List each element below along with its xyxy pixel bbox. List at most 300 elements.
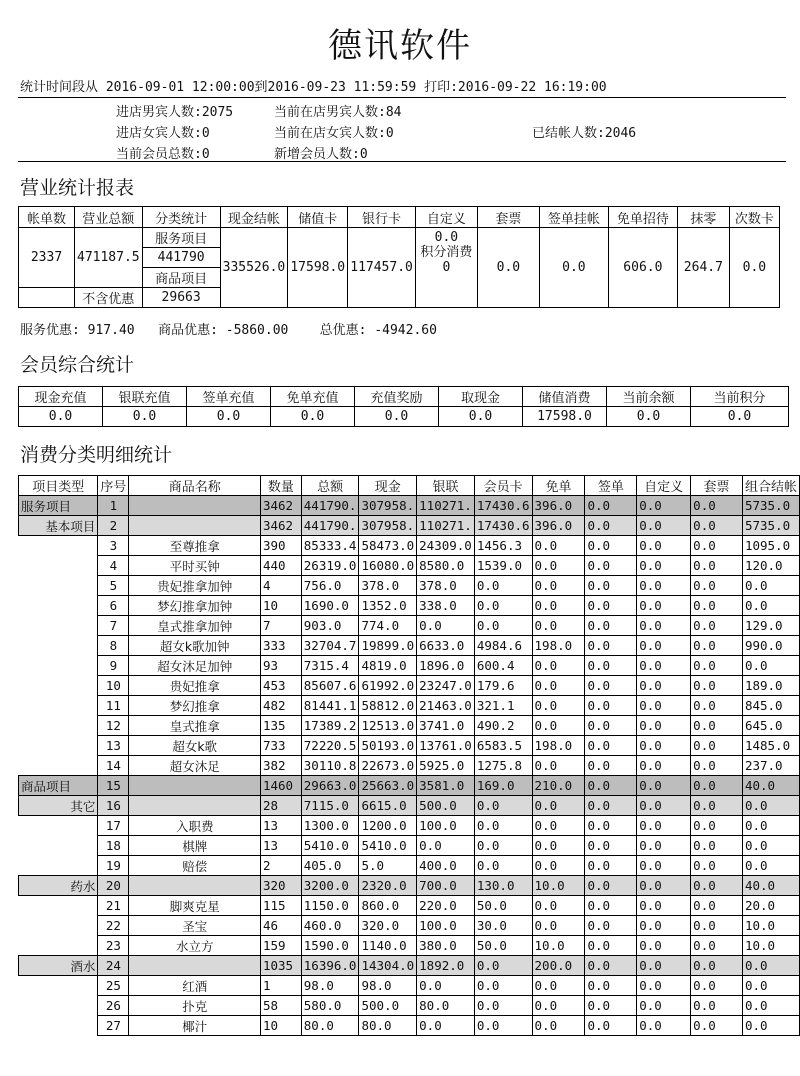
table-cell: 红酒 [129,976,261,996]
table-cell: 8580.0 [417,556,475,576]
col-header: 营业总额 [75,207,143,228]
col-header: 自定义 [637,476,691,496]
table-cell: 0.0 [532,696,585,716]
table-cell: 3 [98,536,129,556]
male-in-count: 进店男宾人数:2075 [116,105,234,120]
discount-summary: 服务优惠: 917.40 商品优惠: -5860.00 总优惠: -4942.60 [20,323,437,338]
table-cell: 圣宝 [129,916,261,936]
table-cell: 80.0 [301,1016,359,1036]
table-cell: 服务项目 [19,496,98,516]
table-cell [19,696,98,716]
table-cell: 115 [260,896,301,916]
category-service-label: 服务项目 [142,228,220,248]
table-cell: 0.0 [474,616,532,636]
table-cell: 210.0 [532,776,585,796]
table-cell: 0.0 [585,816,637,836]
table-cell: 0.0 [585,756,637,776]
table-cell: 超女k歌 [129,736,261,756]
table-cell: 10 [260,596,301,616]
table-cell: 0.0 [691,776,743,796]
table-cell: 1150.0 [301,896,359,916]
table-cell: 0.0 [637,1016,691,1036]
table-cell: 396.0 [532,496,585,516]
table-cell: 237.0 [742,756,799,776]
table-cell: 110271. [417,516,475,536]
bill-count: 2337 [19,228,75,288]
table-cell: 220.0 [417,896,475,916]
table-cell: 0.0 [532,896,585,916]
table-cell: 0.0 [637,776,691,796]
table-cell: 0.0 [355,407,439,427]
empty-cell [19,288,75,308]
table-cell: 0.0 [532,836,585,856]
table-cell: 600.4 [474,656,532,676]
table-cell: 10 [260,1016,301,1036]
table-cell: 200.0 [532,956,585,976]
table-cell: 29663.0 [301,776,359,796]
table-cell: 梦幻推拿 [129,696,261,716]
table-cell: 0.0 [691,516,743,536]
stored-card-total: 17598.0 [288,228,348,308]
table-cell: 1896.0 [417,656,475,676]
table-cell: 0.0 [691,956,743,976]
table-cell: 3462 [260,496,301,516]
col-header: 签单充值 [187,387,271,407]
table-cell: 5 [98,576,129,596]
table-cell: 482 [260,696,301,716]
table-cell: 0.0 [585,976,637,996]
female-in-count: 进店女宾人数:0 [116,126,210,141]
table-cell: 0.0 [637,656,691,676]
table-cell: 4 [260,576,301,596]
table-cell: 0.0 [637,956,691,976]
settled-count: 已结帐人数:2046 [532,126,637,141]
table-cell: 500.0 [359,996,417,1016]
table-cell: 179.6 [474,676,532,696]
table-cell: 1095.0 [742,536,799,556]
table-cell: 3462 [260,516,301,536]
table-cell: 382 [260,756,301,776]
sign-total: 0.0 [539,228,608,308]
table-cell: 0.0 [742,596,799,616]
table-row [19,596,800,616]
table-cell: 0.0 [637,516,691,536]
table-cell: 1892.0 [417,956,475,976]
category-goods-label: 商品项目 [142,268,220,288]
member-total: 当前会员总数:0 [116,147,210,162]
table-cell: 1200.0 [359,816,417,836]
table-cell: 0.0 [417,616,475,636]
table-cell: 58473.0 [359,536,417,556]
table-cell: 0.0 [691,656,743,676]
custom-cell [415,228,477,308]
table-cell: 4 [98,556,129,576]
table-cell: 药水 [19,876,98,896]
table-cell: 61992.0 [359,676,417,696]
table-cell [19,616,98,636]
table-cell: 20 [98,876,129,896]
divider [18,97,786,98]
col-header: 现金充值 [19,387,103,407]
table-cell: 5735.0 [742,516,799,536]
table-cell: 0.0 [585,876,637,896]
col-header: 银联 [417,476,475,496]
table-cell: 12513.0 [359,716,417,736]
table-cell: 0.0 [691,536,743,556]
table-cell: 皇式推拿加钟 [129,616,261,636]
table-cell [19,856,98,876]
table-cell: 0.0 [691,876,743,896]
table-cell: 0.0 [637,996,691,1016]
table-cell: 30.0 [474,916,532,936]
col-header: 当前积分 [691,387,789,407]
table-row [19,556,800,576]
table-cell: 17 [98,816,129,836]
table-cell: 0.0 [532,796,585,816]
table-row [19,1016,800,1036]
round-total: 264.7 [677,228,729,308]
col-header: 免单招待 [608,207,677,228]
table-row [19,716,800,736]
table-cell: 46 [260,916,301,936]
col-header: 储值卡 [288,207,348,228]
table-cell [129,876,261,896]
table-cell: 0.0 [742,856,799,876]
table-cell: 0.0 [742,996,799,1016]
table-cell: 椰汁 [129,1016,261,1036]
table-cell: 380.0 [417,936,475,956]
table-row [19,516,800,536]
table-cell: 0.0 [742,576,799,596]
table-cell: 0.0 [691,676,743,696]
table-cell: 0.0 [742,956,799,976]
table-cell [19,576,98,596]
table-cell: 0.0 [585,836,637,856]
table-cell: 0.0 [691,1016,743,1036]
table-cell: 321.1 [474,696,532,716]
table-cell: 0.0 [474,596,532,616]
bank-card-total: 117457.0 [348,228,416,308]
table-cell: 0.0 [742,796,799,816]
table-cell: 0.0 [637,976,691,996]
table-cell: 20.0 [742,896,799,916]
table-row [19,796,800,816]
table-cell: 405.0 [301,856,359,876]
table-cell: 0.0 [691,616,743,636]
table-cell [129,516,261,536]
detail-table [18,475,800,1036]
table-cell: 6 [98,596,129,616]
male-now-count: 当前在店男宾人数:84 [274,105,402,120]
table-cell [19,636,98,656]
col-header: 会员卡 [474,476,532,496]
table-cell: 23 [98,936,129,956]
col-header: 总额 [301,476,359,496]
table-cell: 25663.0 [359,776,417,796]
table-cell: 0.0 [474,996,532,1016]
col-header: 套票 [691,476,743,496]
table-cell: 0.0 [637,936,691,956]
business-header-row [19,207,780,228]
col-header: 套票 [477,207,539,228]
table-cell: 2 [260,856,301,876]
table-cell: 0.0 [637,756,691,776]
detail-header-row [19,476,800,496]
table-cell: 0.0 [637,576,691,596]
table-cell: 338.0 [417,596,475,616]
table-cell: 93 [260,656,301,676]
table-cell: 1460 [260,776,301,796]
table-cell: 18 [98,836,129,856]
table-cell: 0.0 [532,856,585,876]
table-cell: 0.0 [585,696,637,716]
table-cell: 0.0 [532,816,585,836]
table-cell: 774.0 [359,616,417,636]
table-cell: 5410.0 [301,836,359,856]
table-row [19,636,800,656]
table-cell: 1 [98,496,129,516]
table-cell: 24 [98,956,129,976]
table-cell: 453 [260,676,301,696]
table-cell: 396.0 [532,516,585,536]
table-cell: 6633.0 [417,636,475,656]
table-cell: 皇式推拿 [129,716,261,736]
table-cell: 0.0 [585,856,637,876]
category-goods-value: 29663 [142,288,220,308]
col-header: 序号 [98,476,129,496]
table-cell: 0.0 [585,716,637,736]
table-cell: 16 [98,796,129,816]
table-row [19,976,800,996]
table-row [19,836,800,856]
table-cell: 0.0 [532,556,585,576]
table-cell: 1275.8 [474,756,532,776]
table-cell: 169.0 [474,776,532,796]
table-cell: 50.0 [474,896,532,916]
table-cell: 0.0 [691,976,743,996]
table-cell: 1590.0 [301,936,359,956]
table-cell: 0.0 [585,996,637,1016]
detail-section-title: 消费分类明细统计 [20,444,173,466]
table-cell: 超女k歌加钟 [129,636,261,656]
table-cell: 脚爽克星 [129,896,261,916]
table-cell: 1539.0 [474,556,532,576]
table-cell: 990.0 [742,636,799,656]
table-cell: 845.0 [742,696,799,716]
table-cell: 0.0 [607,407,691,427]
table-cell: 贵妃推拿 [129,676,261,696]
table-cell: 梦幻推拿加钟 [129,596,261,616]
col-header: 取现金 [439,387,523,407]
table-cell: 0.0 [637,856,691,876]
table-cell: 0.0 [532,536,585,556]
table-cell: 81441.1 [301,696,359,716]
table-cell: 100.0 [417,816,475,836]
table-cell: 0.0 [637,876,691,896]
table-cell: 400.0 [417,856,475,876]
table-cell: 0.0 [637,916,691,936]
table-cell: 5.0 [359,856,417,876]
table-cell: 21 [98,896,129,916]
table-cell: 0.0 [417,836,475,856]
table-cell: 0.0 [532,676,585,696]
table-cell: 490.2 [474,716,532,736]
table-cell: 6583.5 [474,736,532,756]
table-row [19,696,800,716]
col-header: 充值奖励 [355,387,439,407]
table-cell: 17598.0 [523,407,607,427]
table-cell: 0.0 [187,407,271,427]
col-header: 自定义 [415,207,477,228]
table-cell: 40.0 [742,876,799,896]
report-title: 德讯软件 [328,26,472,66]
table-cell: 0.0 [103,407,187,427]
table-cell: 1300.0 [301,816,359,836]
col-header: 现金 [359,476,417,496]
table-cell [19,596,98,616]
table-cell: 16396.0 [301,956,359,976]
col-header: 项目类型 [19,476,98,496]
table-cell [19,896,98,916]
col-header: 银联充值 [103,387,187,407]
table-cell: 1352.0 [359,596,417,616]
table-cell: 390 [260,536,301,556]
table-cell: 320.0 [359,916,417,936]
table-cell: 22673.0 [359,756,417,776]
col-header: 签单挂帐 [539,207,608,228]
table-cell: 0.0 [585,916,637,936]
table-cell: 14 [98,756,129,776]
table-cell: 0.0 [742,1016,799,1036]
table-cell: 22 [98,916,129,936]
table-cell: 0.0 [691,896,743,916]
table-cell: 0.0 [532,576,585,596]
table-cell: 7315.4 [301,656,359,676]
member-header-row [19,387,789,407]
table-cell: 0.0 [474,976,532,996]
table-cell: 0.0 [691,856,743,876]
table-cell: 0.0 [691,836,743,856]
table-cell: 0.0 [637,636,691,656]
table-cell: 307958. [359,496,417,516]
table-row [19,576,800,596]
col-header: 免单 [532,476,585,496]
table-cell: 98.0 [359,976,417,996]
table-cell: 120.0 [742,556,799,576]
table-cell [19,756,98,776]
table-cell: 0.0 [637,696,691,716]
table-cell: 0.0 [474,816,532,836]
table-cell: 460.0 [301,916,359,936]
table-cell: 8 [98,636,129,656]
table-cell: 贵妃推拿加钟 [129,576,261,596]
table-cell: 12 [98,716,129,736]
table-cell: 9 [98,656,129,676]
table-cell: 10.0 [742,916,799,936]
table-cell: 0.0 [585,676,637,696]
table-row [19,756,800,776]
table-cell: 58 [260,996,301,1016]
table-cell: 30110.8 [301,756,359,776]
table-cell: 0.0 [691,736,743,756]
report-period: 统计时间段从 2016-09-01 12:00:00到2016-09-23 11:59:59 打印:2016-09-22 16:19:00 [20,80,607,95]
table-cell: 32704.7 [301,636,359,656]
table-cell: 0.0 [532,996,585,1016]
table-row [19,676,800,696]
table-row [19,896,800,916]
table-cell: 0.0 [532,916,585,936]
col-header: 组合结帐 [742,476,799,496]
table-cell: 13761.0 [417,736,475,756]
table-cell: 1485.0 [742,736,799,756]
table-cell: 0.0 [691,696,743,716]
table-cell: 733 [260,736,301,756]
table-cell: 平时买钟 [129,556,261,576]
table-cell: 0.0 [585,1016,637,1036]
table-cell: 14304.0 [359,956,417,976]
table-cell: 26319.0 [301,556,359,576]
table-cell: 0.0 [585,776,637,796]
table-cell: 21463.0 [417,696,475,716]
table-cell: 17430.6 [474,516,532,536]
table-cell [19,1016,98,1036]
table-cell: 5735.0 [742,496,799,516]
table-cell: 500.0 [417,796,475,816]
table-cell: 85333.4 [301,536,359,556]
table-cell: 0.0 [637,816,691,836]
table-cell: 商品项目 [19,776,98,796]
col-header: 当前余额 [607,387,691,407]
no-discount-label: 不含优惠 [75,288,143,308]
table-cell: 0.0 [474,796,532,816]
table-cell: 0.0 [691,716,743,736]
table-cell: 0.0 [585,736,637,756]
table-cell [19,716,98,736]
table-cell: 5925.0 [417,756,475,776]
table-row [19,916,800,936]
table-cell: 333 [260,636,301,656]
table-cell: 0.0 [637,716,691,736]
table-cell: 0.0 [474,1016,532,1036]
count-card-total: 0.0 [729,228,779,308]
table-cell: 13 [98,736,129,756]
col-header: 分类统计 [142,207,220,228]
table-cell: 0.0 [742,836,799,856]
table-cell: 25 [98,976,129,996]
table-cell [19,936,98,956]
table-cell: 0.0 [585,956,637,976]
member-table [18,386,789,427]
table-cell: 17389.2 [301,716,359,736]
table-cell: 0.0 [585,536,637,556]
table-cell: 超女沐足加钟 [129,656,261,676]
table-cell: 100.0 [417,916,475,936]
points-label: 积分消费 [420,245,473,260]
table-cell: 0.0 [637,596,691,616]
table-cell: 23247.0 [417,676,475,696]
table-cell: 307958. [359,516,417,536]
table-cell: 10.0 [532,936,585,956]
table-row [19,496,800,516]
table-cell: 0.0 [532,596,585,616]
table-cell: 0.0 [691,816,743,836]
table-cell: 0.0 [637,676,691,696]
table-cell: 1035 [260,956,301,976]
table-cell [19,656,98,676]
custom-total: 0.0 [434,230,459,245]
table-cell: 扑克 [129,996,261,1016]
table-cell [19,536,98,556]
